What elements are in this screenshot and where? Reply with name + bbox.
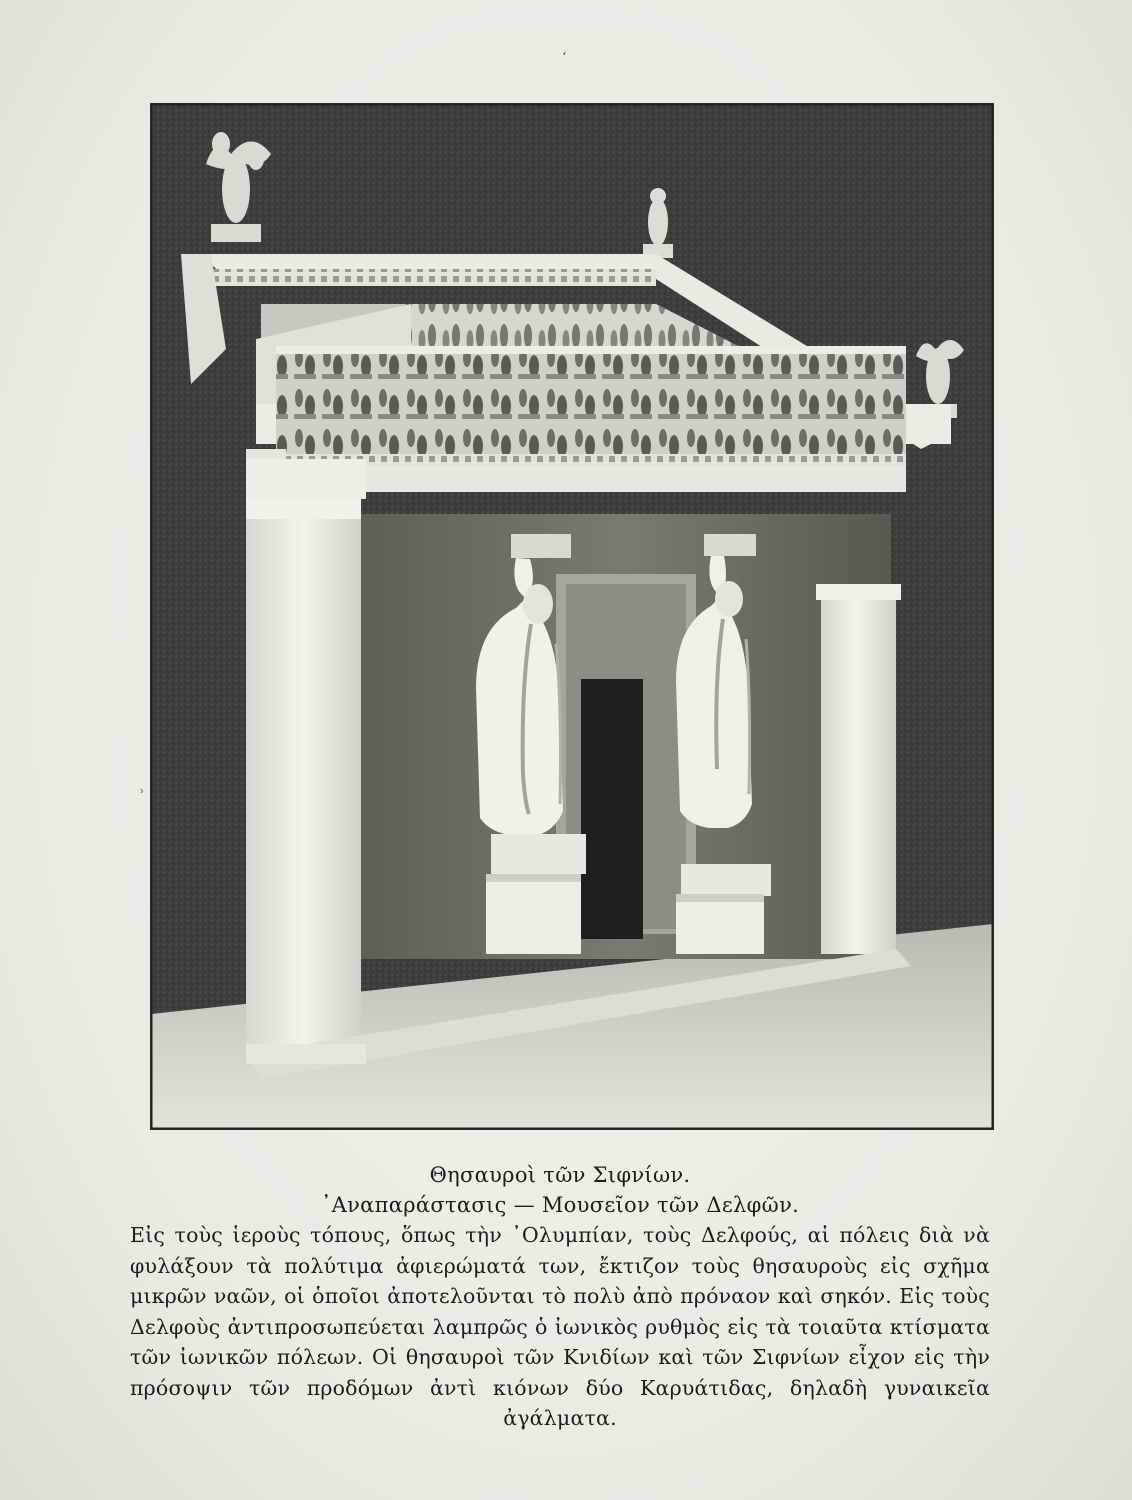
caption-body-text: Εἰς τοὺς ἱεροὺς τόπους, ὅπως τὴν ᾿Ολυμπίαν, τοὺς Δελφούς, αἱ πόλεις διὰ νὰ φυλάξουν τὰ πολύτιμα ἀφιερώματά των, ἔκτιζον τοὺς θησαυροὺς εἰς σχῆμα μικρῶν ναῶν, οἱ ὁποῖοι ἀποτελοῦνται τὸ πολὺ ἀπὸ πρόναον καὶ σηκόν. Εἰς τοὺς Δελφοὺς ἀντιπροσωπεύεται λαμπρῶς ὁ ἰωνικὸς ρυθμὸς εἰς τὰ τοιαῦτα κτίσματα τῶν ἰωνικῶν πόλεων. Οἱ θησαυροὶ τῶν Κνιδίων καὶ τῶν Σιφνίων εἶχον εἰς τὴν πρόσοψιν τῶν προδόμων ἀντὶ κιόνων δύο Καρυάτιδας, δηλαδὴ γυναικεῖα ἀγάλματα. <box>130 1223 990 1430</box>
page-speck: ʻ <box>562 50 567 66</box>
treasury-illustration <box>151 104 993 1129</box>
left-anta <box>246 499 361 1054</box>
photograph-plate <box>150 103 994 1130</box>
caption-title: Θησαυροὶ τῶν Σιφνίων. <box>429 1163 691 1187</box>
doorway <box>581 679 643 939</box>
figure-caption <box>130 1160 990 1434</box>
egg-and-dart-moulding <box>276 454 906 468</box>
epistyle <box>276 466 906 492</box>
right-anta <box>821 589 896 954</box>
entablature-left <box>246 459 366 499</box>
sculpted-frieze <box>276 346 906 456</box>
cornice-dentils <box>211 269 656 286</box>
left-caryatid-pedestal <box>486 874 581 954</box>
caption-subtitle: ᾿Αναπαράστασις — Μουσεῖον τῶν Δελφῶν. <box>320 1193 800 1217</box>
page-speck: ʾ <box>140 788 145 804</box>
right-caryatid-pedestal <box>676 894 764 954</box>
